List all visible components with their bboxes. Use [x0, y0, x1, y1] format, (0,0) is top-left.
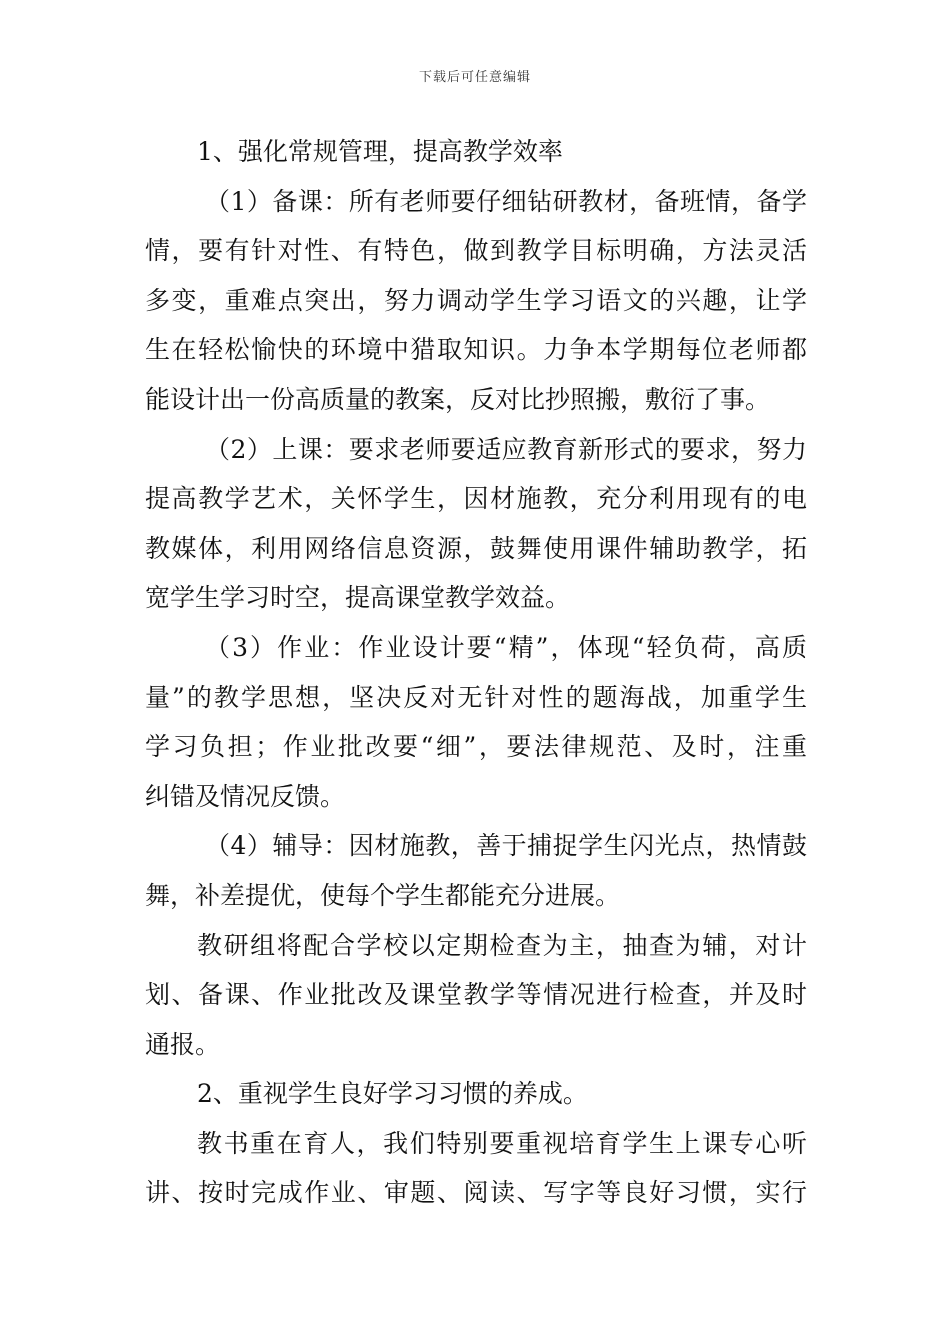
paragraph-line: 宽学生学习时空，提高课堂教学效益。: [145, 583, 571, 613]
paragraph-line: 舞，补差提优，使每个学生都能充分进展。: [145, 880, 621, 910]
paragraph-line: （2）上课：要求老师要适应教育新形式的要求，努力: [205, 434, 807, 464]
paragraph-line: （4）辅导：因材施教，善于捕捉学生闪光点，热情鼓: [205, 831, 807, 861]
paragraph-line: 提高教学艺术，关怀学生，因材施教，充分利用现有的电: [145, 484, 807, 514]
paragraph-line: （3）作业：作业设计要“精”，体现“轻负荷，高质: [205, 632, 807, 662]
paragraph-line: （1）备课：所有老师要仔细钻研教材，备班情，备学: [205, 186, 807, 216]
paragraph-line: 划、备课、作业批改及课堂教学等情况进行检查，并及时: [145, 980, 807, 1010]
paragraph-line: 学习负担；作业批改要“细”，要法律规范、及时，注重: [145, 732, 807, 762]
paragraph-line: 量”的教学思想，坚决反对无针对性的题海战，加重学生: [145, 682, 807, 712]
paragraph-line: 生在轻松愉快的环境中猎取知识。力争本学期每位老师都: [145, 335, 807, 365]
page-header: 下载后可任意编辑: [418, 70, 531, 85]
paragraph-line: 教研组将配合学校以定期检查为主，抽查为辅，对计: [197, 930, 807, 960]
document-body: [145, 127, 807, 1218]
paragraph-line: 能设计出一份高质量的教案，反对比抄照搬，敷衍了事。: [145, 384, 771, 414]
paragraph-line: 情，要有针对性、有特色，做到教学目标明确，方法灵活: [145, 236, 807, 266]
paragraph-line: 通报。: [145, 1029, 221, 1059]
paragraph-line: 教书重在育人，我们特别要重视培育学生上课专心听: [197, 1128, 807, 1158]
paragraph-line: 多变，重难点突出，努力调动学生学习语文的兴趣，让学: [145, 285, 807, 315]
paragraph-line: 讲、按时完成作业、审题、阅读、写字等良好习惯，实行: [145, 1178, 807, 1208]
section-heading-2: 2、重视学生良好学习习惯的养成。: [197, 1079, 588, 1109]
paragraph-line: 纠错及情况反馈。: [145, 781, 346, 811]
paragraph-line: 教媒体，利用网络信息资源，鼓舞使用课件辅助教学，拓: [145, 533, 807, 563]
section-heading-1: 1、强化常规管理，提高教学效率: [197, 137, 563, 166]
